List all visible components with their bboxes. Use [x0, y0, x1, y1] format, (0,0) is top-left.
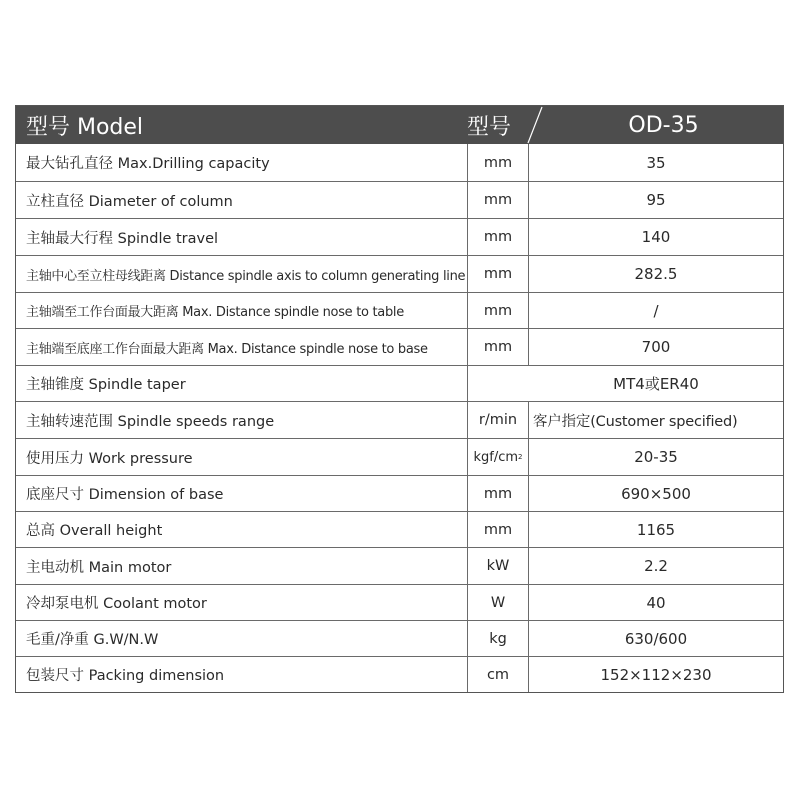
table-row: [16, 182, 783, 219]
spec-unit: cm: [467, 657, 528, 692]
header-model-label: 型号: [467, 114, 512, 140]
spec-unit: mm: [467, 219, 528, 255]
header-label: 型号 Model: [26, 114, 144, 140]
spec-name: 立柱直径 Diameter of column: [26, 193, 233, 210]
spec-value: [467, 366, 783, 401]
spec-name: 主电动机 Main motor: [26, 559, 172, 576]
spec-unit: mm: [467, 144, 528, 181]
spec-value: 客户指定(Customer specified): [528, 402, 783, 438]
table-row: [16, 621, 783, 657]
spec-name: 主轴中心至立柱母线距离 Distance spindle axis to column generating line: [26, 268, 466, 284]
table-row: [16, 548, 783, 585]
spec-unit: kg: [467, 621, 528, 656]
table-row: [16, 256, 783, 293]
table-row: [16, 329, 783, 366]
spec-name: 底座尺寸 Dimension of base: [26, 487, 224, 503]
spec-unit: kW: [467, 548, 528, 584]
spec-name: 总高 Overall height: [26, 523, 163, 539]
table-row: [16, 402, 783, 439]
spec-name: 包装尺寸 Packing dimension: [26, 668, 225, 684]
table-row: [16, 439, 783, 476]
spec-unit: mm: [467, 256, 528, 292]
table-row: [16, 144, 783, 182]
table-header: [16, 106, 783, 144]
spec-unit-superscript: 2: [518, 453, 523, 461]
spec-value: /: [528, 293, 783, 328]
spec-value: 35: [528, 144, 783, 181]
spec-value: 152×112×230: [528, 657, 783, 692]
spec-value: 1165: [528, 512, 783, 547]
spec-value-text: MT4或ER40: [613, 375, 699, 393]
spec-unit: W: [467, 585, 528, 620]
spec-unit: kgf/cm: [473, 449, 519, 465]
spec-value: 700: [528, 329, 783, 365]
table-row: [16, 585, 783, 621]
header-model-cell: [524, 106, 783, 144]
spec-name: 使用压力 Work pressure: [26, 450, 193, 467]
spec-value: 630/600: [528, 621, 783, 656]
table-row: [16, 512, 783, 548]
spec-value: 40: [528, 585, 783, 620]
spec-unit: mm: [467, 182, 528, 218]
spec-value: 95: [528, 182, 783, 218]
spec-name: 主轴端至底座工作台面最大距离 Max. Distance spindle nose to base: [26, 341, 428, 357]
spec-name: 主轴最大行程 Spindle travel: [26, 230, 219, 247]
spec-unit: mm: [467, 512, 528, 547]
spec-value: 140: [528, 219, 783, 255]
header-model-value: OD-35: [628, 112, 699, 138]
spec-unit: mm: [467, 476, 528, 511]
spec-table: [15, 105, 784, 693]
spec-name: 冷却泵电机 Coolant motor: [26, 596, 207, 612]
spec-unit: r/min: [467, 402, 528, 438]
spec-name: 主轴转速范围 Spindle speeds range: [26, 413, 275, 430]
spec-name: 主轴锥度 Spindle taper: [26, 377, 186, 393]
spec-value: 20-35: [528, 439, 783, 475]
table-row: [16, 293, 783, 329]
spec-name: 主轴端至工作台面最大距离 Max. Distance spindle nose to table: [26, 305, 404, 320]
slash-divider-icon: [524, 106, 546, 144]
spec-value: 690×500: [528, 476, 783, 511]
spec-name: 毛重/净重 G.W/N.W: [26, 632, 159, 648]
spec-value: 2.2: [528, 548, 783, 584]
table-row: [16, 366, 783, 402]
spec-name: 最大钻孔直径 Max.Drilling capacity: [26, 156, 270, 172]
spec-unit: mm: [467, 329, 528, 365]
spec-unit: mm: [467, 293, 528, 328]
spec-unit-cell: [467, 439, 528, 475]
table-row: [16, 476, 783, 512]
table-row: [16, 219, 783, 256]
table-row: [16, 657, 783, 692]
spec-value: 282.5: [528, 256, 783, 292]
